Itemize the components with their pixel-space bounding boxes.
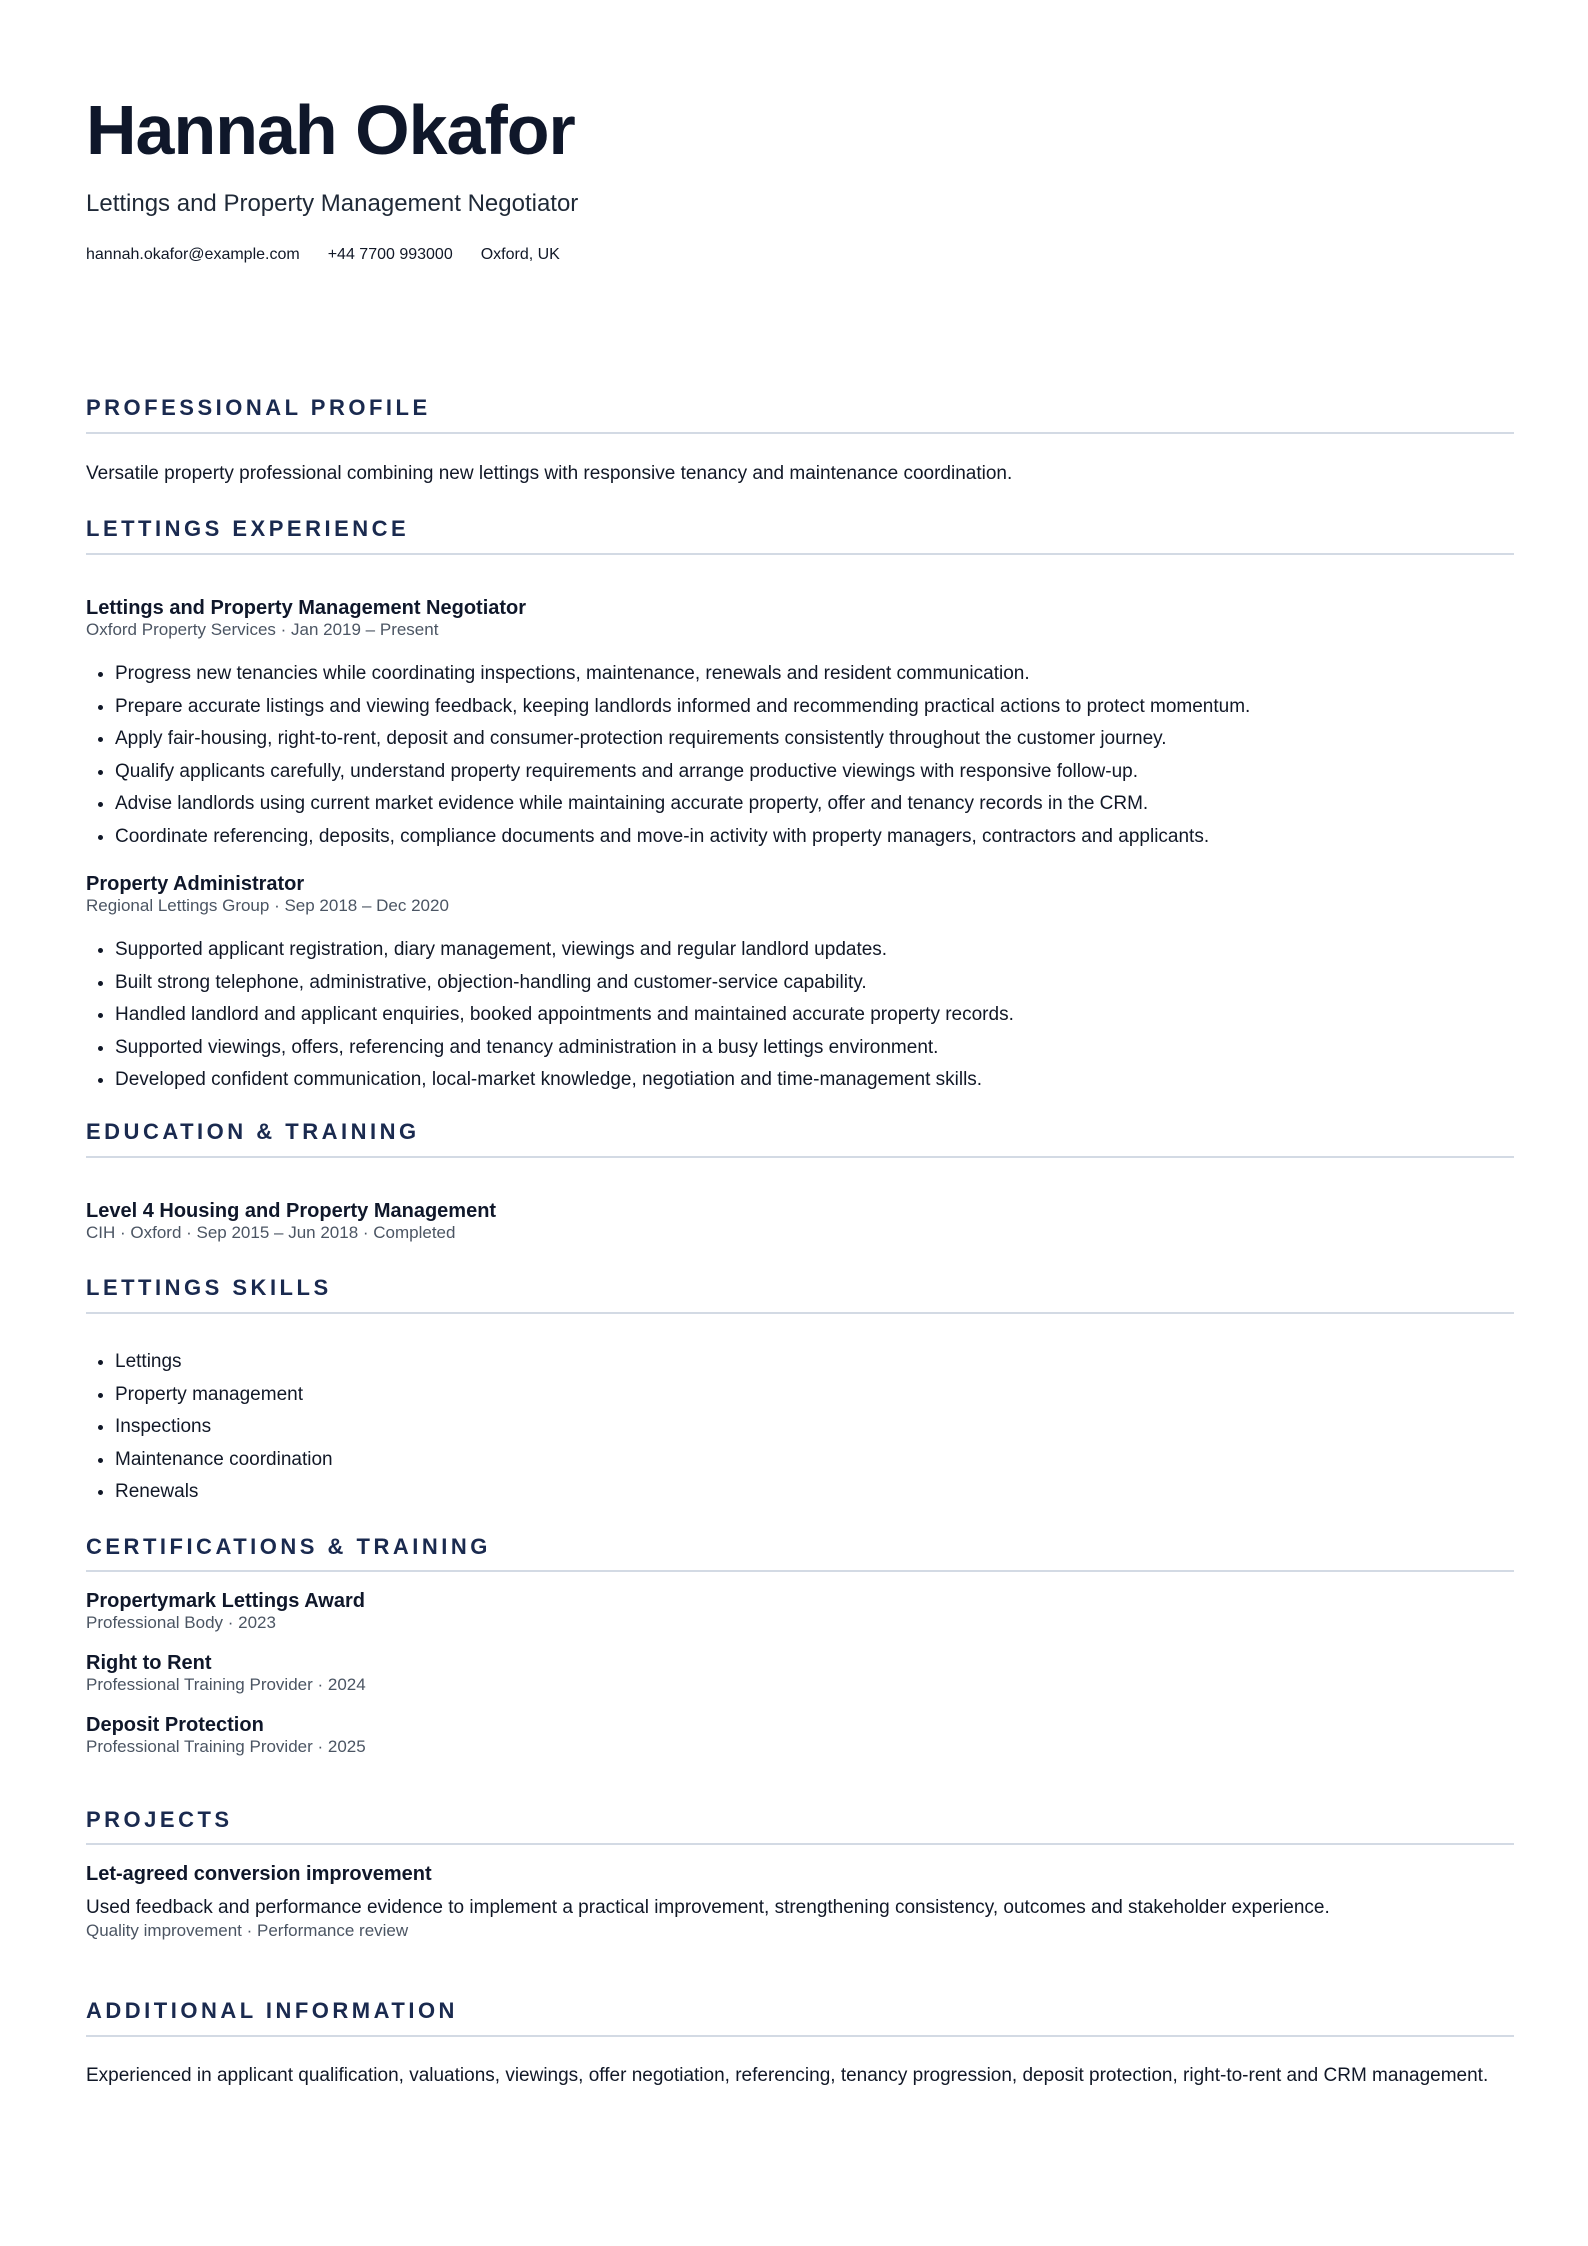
section-divider	[86, 1156, 1514, 1158]
section-projects	[86, 1809, 1514, 1831]
project-meta: Quality improvement · Performance review	[86, 1921, 409, 1940]
section-education	[86, 1121, 1514, 1143]
contact-email[interactable]: hannah.okafor@example.com	[86, 246, 300, 263]
section-heading-additional: ADDITIONAL INFORMATION	[86, 1998, 458, 2023]
list-item: • Renewals	[115, 1476, 333, 1509]
certification-meta: Professional Body · 2023	[86, 1613, 276, 1632]
job-title: Lettings and Property Management Negotiator	[86, 597, 527, 619]
section-experience	[86, 518, 1514, 540]
section-divider	[86, 553, 1514, 555]
list-item: • Maintenance coordination	[115, 1444, 333, 1477]
list-item: • Prepare accurate listings and viewing feedback, keeping landlords informed and recommending practical actions to protect momentum.	[115, 691, 1250, 724]
job-meta: Regional Lettings Group · Sep 2018 – Dec 2020	[86, 896, 449, 915]
education-meta: CIH · Oxford · Sep 2015 – Jun 2018 · Completed	[86, 1223, 456, 1242]
section-heading-skills: LETTINGS SKILLS	[86, 1275, 332, 1300]
section-divider	[86, 1843, 1514, 1845]
job-bullet-list	[86, 934, 1014, 1097]
list-item: • Qualify applicants carefully, understand property requirements and arrange productive viewings with responsive follow-up.	[115, 756, 1250, 789]
skills-list	[86, 1346, 333, 1509]
job-bullet-list	[86, 658, 1250, 854]
section-heading-experience: LETTINGS EXPERIENCE	[86, 516, 410, 541]
list-item: • Inspections	[115, 1411, 333, 1444]
education-title: Level 4 Housing and Property Management	[86, 1200, 497, 1222]
list-item: • Handled landlord and applicant enquiries, booked appointments and maintained accurate property records.	[115, 999, 1014, 1032]
certification-title: Propertymark Lettings Award	[86, 1590, 365, 1612]
project-title: Let-agreed conversion improvement	[86, 1863, 432, 1885]
section-heading-education: EDUCATION & TRAINING	[86, 1119, 420, 1144]
list-item: • Lettings	[115, 1346, 333, 1379]
job-title: Property Administrator	[86, 873, 305, 895]
section-skills	[86, 1277, 1514, 1299]
list-item: • Apply fair-housing, right-to-rent, deposit and consumer-protection requirements consistently throughout the customer journey.	[115, 723, 1250, 756]
job-meta: Oxford Property Services · Jan 2019 – Present	[86, 620, 439, 639]
list-item: • Developed confident communication, local-market knowledge, negotiation and time-management skills.	[115, 1064, 1014, 1097]
section-additional	[86, 2000, 1514, 2022]
contact-location: Oxford, UK	[480, 246, 560, 263]
list-item: • Coordinate referencing, deposits, compliance documents and move-in activity with property managers, contractors and applicants.	[115, 821, 1250, 854]
section-divider	[86, 432, 1514, 434]
certification-meta: Professional Training Provider · 2024	[86, 1675, 366, 1694]
list-item: • Advise landlords using current market evidence while maintaining accurate property, offer and tenancy records in the CRM.	[115, 788, 1250, 821]
candidate-title: Lettings and Property Management Negotiator	[86, 190, 579, 217]
contact-line	[86, 246, 560, 264]
project-description: Used feedback and performance evidence to implement a practical improvement, strengthening consistency, outcomes and stakeholder experience.	[86, 1897, 1330, 1918]
certification-title: Deposit Protection	[86, 1714, 264, 1736]
section-heading-projects: PROJECTS	[86, 1807, 233, 1832]
list-item: • Property management	[115, 1379, 333, 1412]
section-profile	[86, 397, 1514, 419]
profile-summary: Versatile property professional combining new lettings with responsive tenancy and maintenance coordination.	[86, 463, 1013, 484]
list-item: • Progress new tenancies while coordinating inspections, maintenance, renewals and resident communication.	[115, 658, 1250, 691]
candidate-name: Hannah Okafor	[86, 91, 575, 169]
list-item: • Supported viewings, offers, referencing and tenancy administration in a busy lettings environment.	[115, 1032, 1014, 1065]
certification-title: Right to Rent	[86, 1652, 212, 1674]
list-item: • Built strong telephone, administrative, objection-handling and customer-service capability.	[115, 967, 1014, 1000]
section-heading-certifications: CERTIFICATIONS & TRAINING	[86, 1534, 491, 1559]
section-divider	[86, 1570, 1514, 1572]
contact-phone[interactable]: +44 7700 993000	[327, 246, 453, 263]
list-item: • Supported applicant registration, diary management, viewings and regular landlord updates.	[115, 934, 1014, 967]
section-divider	[86, 1312, 1514, 1314]
certification-meta: Professional Training Provider · 2025	[86, 1737, 366, 1756]
section-heading-profile: PROFESSIONAL PROFILE	[86, 395, 431, 420]
section-certifications	[86, 1536, 1514, 1558]
additional-info: Experienced in applicant qualification, valuations, viewings, offer negotiation, referencing, tenancy progression, deposit protection, right-to-rent and CRM management.	[86, 2065, 1489, 2086]
section-divider	[86, 2035, 1514, 2037]
